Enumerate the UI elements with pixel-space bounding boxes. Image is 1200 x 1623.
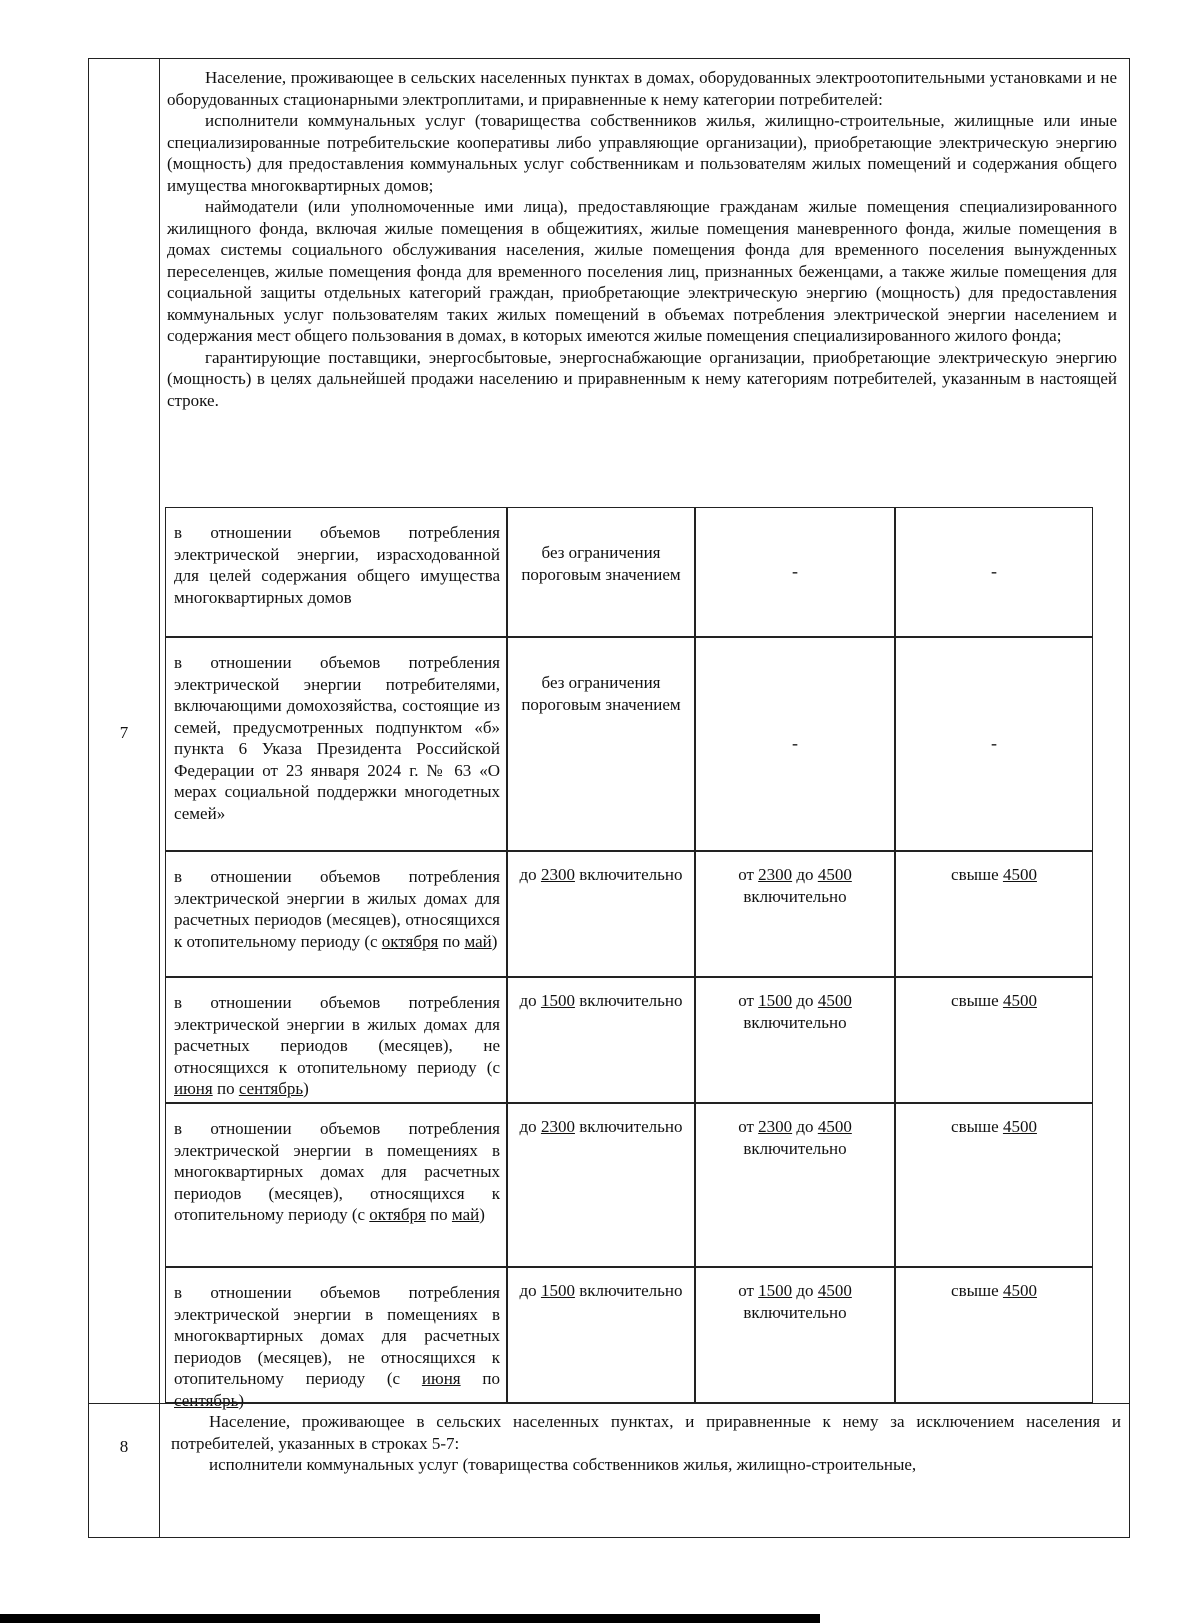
threshold-part: включительно <box>574 1117 683 1136</box>
condition-part: ) <box>491 931 498 951</box>
condition-part: в отношении объемов потребления электрической энергии в жилых домах для расчетных периодов (месяцев), не относящихся к отопительному периоду (с <box>174 993 500 1077</box>
row8-separator <box>89 1403 1129 1404</box>
threshold-part: 2300 <box>758 1117 793 1136</box>
threshold-text <box>896 1104 1092 1138</box>
threshold-text <box>696 852 894 907</box>
threshold-part: до <box>519 865 541 884</box>
condition-cell <box>165 1103 507 1267</box>
threshold-cell-3 <box>895 507 1093 637</box>
threshold-text <box>696 1104 894 1159</box>
threshold-cell-1 <box>507 637 695 851</box>
condition-part: май <box>451 1205 480 1224</box>
condition-text <box>166 1104 506 1232</box>
threshold-part: 2300 <box>540 1117 575 1136</box>
threshold-part: до <box>792 1281 818 1300</box>
condition-part: июня <box>421 1369 461 1388</box>
threshold-part: включительно <box>574 1281 683 1300</box>
threshold-part: 4500 <box>1002 865 1037 884</box>
threshold-text: без ограничения пороговым значением <box>521 543 681 584</box>
threshold-part: до <box>792 1117 818 1136</box>
condition-part: в отношении объемов потребления электрической энергии в помещениях в многоквартирных домах для расчетных периодов (месяцев), относящихся к отопительному периоду (с <box>174 1119 500 1224</box>
threshold-cell-2 <box>695 1103 895 1267</box>
condition-cell <box>165 637 507 851</box>
tariff-table <box>88 58 1130 1538</box>
row8-intro <box>171 1411 1121 1476</box>
condition-part: по <box>425 1205 452 1224</box>
threshold-cell-2 <box>695 1267 895 1403</box>
row8-intro-para-2: исполнители коммунальных услуг (товарищества собственников жилья, жилищно-строительные, <box>209 1455 917 1474</box>
condition-part: по <box>438 931 465 951</box>
threshold-part: до <box>792 991 818 1010</box>
threshold-part: 1500 <box>758 1281 793 1300</box>
threshold-text <box>896 1268 1092 1302</box>
threshold-cell-1 <box>507 507 695 637</box>
threshold-text <box>508 978 694 1012</box>
threshold-text <box>896 978 1092 1012</box>
row7-intro-para-3: наймодатели (или уполномоченные ими лица), предоставляющие гражданам жилые помещения специализированного жилищного фонда, включая жилые помещения в общежитиях, жилые помещения маневренного фонда, жилые помещения в домах системы социального обслуживания населения, жилые помещения фонда для временного поселения вынужденных переселенцев, жилые помещения фонда для временного поселения лиц, признанных беженцами, а также жилые помещения для социальной защиты отдельных категорий граждан, приобретающие электрическую энергию (мощность) для предоставления коммунальных услуг пользователям таких жилых помещений в объемах потребления электрической энергии населением и содержания мест общего пользования в домах, в которых имеются жилые помещения специализированного жилого фонда; <box>167 197 1117 345</box>
scan-bottom-bar <box>0 1614 820 1623</box>
threshold-part: 4500 <box>817 1281 852 1300</box>
empty-dash: - <box>792 561 798 581</box>
condition-part: сентябрь <box>174 1390 239 1410</box>
threshold-part: от <box>738 1281 759 1300</box>
row7-intro-para-1: Население, проживающее в сельских населенных пунктах в домах, оборудованных электроотопительными установками и не оборудованных стационарными электроплитами, и приравненные к нему категории потребителей: <box>167 68 1117 109</box>
condition-cell <box>165 507 507 637</box>
threshold-text <box>896 852 1092 886</box>
threshold-part: до <box>519 1281 541 1300</box>
condition-part: ) <box>303 1079 309 1098</box>
row8-intro-para-1: Население, проживающее в сельских населенных пунктах, и приравненные к нему за исключением населения и потребителей, указанных в строках 5-7: <box>171 1412 1121 1453</box>
threshold-part: свыше <box>951 991 1003 1010</box>
threshold-part: 4500 <box>1002 1117 1037 1136</box>
threshold-part: от <box>738 865 759 884</box>
threshold-cell-1 <box>507 851 695 977</box>
condition-text <box>166 852 506 958</box>
threshold-part: 4500 <box>817 865 852 884</box>
threshold-cell-3 <box>895 851 1093 977</box>
row7-intro-para-4: гарантирующие поставщики, энергосбытовые, энергоснабжающие организации, приобретающие электрическую энергию (мощность) в целях дальнейшей продажи населению и приравненным к нему категориям потребителей, указанным в настоящей строке. <box>167 347 1117 410</box>
threshold-part: от <box>738 991 759 1010</box>
threshold-part: 4500 <box>817 1117 852 1136</box>
condition-part: сентябрь <box>238 1079 304 1098</box>
threshold-text <box>696 1268 894 1323</box>
condition-text: в отношении объемов потребления электрической энергии потребителями, включающими домохозяйства, состоящие из семей, предусмотренных подпунктом «б» пункта 6 Указа Президента Российской Федерации от 23 января 2024 г. № 63 «О мерах социальной поддержки многодетных семей» <box>174 653 500 823</box>
threshold-cell-2 <box>695 637 895 851</box>
threshold-cell-1 <box>507 1103 695 1267</box>
condition-part: в отношении объемов потребления электрической энергии в помещениях в многоквартирных домах для расчетных периодов (месяцев), не относящихся к отопительному периоду (с <box>174 1283 500 1388</box>
threshold-cell-3 <box>895 1267 1093 1403</box>
row-number-7: 7 <box>119 723 129 742</box>
threshold-text <box>508 1268 694 1302</box>
threshold-part: 4500 <box>817 991 852 1010</box>
threshold-cell-1 <box>507 977 695 1103</box>
threshold-text: без ограничения пороговым значением <box>521 673 681 714</box>
condition-part: июня <box>174 1079 213 1098</box>
empty-dash: - <box>792 733 798 753</box>
condition-cell <box>165 851 507 977</box>
threshold-part: включительно <box>743 1302 847 1322</box>
threshold-part: включительно <box>574 865 683 884</box>
condition-text <box>166 978 506 1106</box>
row7-intro-para-2: исполнители коммунальных услуг (товарищества собственников жилья, жилищно-строительные, жилищные или иные специализированные потребительские кооперативы либо управляющие организации), приобретающие электрическую энергию (мощность) для предоставления коммунальных услуг собственникам и пользователям жилых помещений и содержания общего имущества многоквартирных домов; <box>167 111 1117 195</box>
threshold-part: 1500 <box>540 991 575 1010</box>
threshold-cell-1 <box>507 1267 695 1403</box>
condition-part: ) <box>238 1390 244 1410</box>
threshold-part: от <box>738 1117 759 1136</box>
threshold-part: включительно <box>743 1138 847 1158</box>
threshold-part: включительно <box>743 886 847 906</box>
threshold-part: свыше <box>951 1281 1003 1300</box>
threshold-part: 1500 <box>758 991 793 1010</box>
threshold-cell-3 <box>895 1103 1093 1267</box>
empty-dash: - <box>991 561 997 581</box>
threshold-part: 2300 <box>540 865 575 884</box>
threshold-part: 1500 <box>540 1281 575 1300</box>
condition-part: май <box>464 931 492 951</box>
threshold-text <box>696 978 894 1033</box>
condition-text <box>166 1268 506 1417</box>
threshold-part: свыше <box>951 1117 1003 1136</box>
threshold-cell-2 <box>695 851 895 977</box>
row-number-column <box>89 59 160 1537</box>
threshold-part: включительно <box>574 991 683 1010</box>
threshold-part: включительно <box>743 1012 847 1032</box>
row7-intro <box>167 67 1117 411</box>
condition-text: в отношении объемов потребления электрической энергии, израсходованной для целей содержания общего имущества многоквартирных домов <box>174 523 500 607</box>
condition-part: октября <box>381 931 439 951</box>
condition-cell <box>165 977 507 1103</box>
threshold-text <box>508 1104 694 1138</box>
threshold-part: свыше <box>951 865 1003 884</box>
threshold-part: 4500 <box>1002 991 1037 1010</box>
row-number-8: 8 <box>119 1437 129 1456</box>
condition-part: октября <box>369 1205 426 1224</box>
condition-cell <box>165 1267 507 1410</box>
threshold-text <box>508 852 694 886</box>
threshold-part: до <box>519 991 541 1010</box>
empty-dash: - <box>991 733 997 753</box>
condition-part: ) <box>479 1205 485 1224</box>
threshold-cell-2 <box>695 507 895 637</box>
threshold-part: 2300 <box>758 865 793 884</box>
condition-part: в отношении объемов потребления электрической энергии в жилых домах для расчетных периодов (месяцев), относящихся к отопительному периоду (с <box>174 867 500 951</box>
threshold-cell-3 <box>895 637 1093 851</box>
threshold-cell-3 <box>895 977 1093 1103</box>
threshold-part: 4500 <box>1002 1281 1037 1300</box>
threshold-part: до <box>519 1117 541 1136</box>
condition-part: по <box>212 1079 239 1098</box>
threshold-part: до <box>792 865 818 884</box>
threshold-cell-2 <box>695 977 895 1103</box>
condition-part: по <box>460 1369 500 1388</box>
